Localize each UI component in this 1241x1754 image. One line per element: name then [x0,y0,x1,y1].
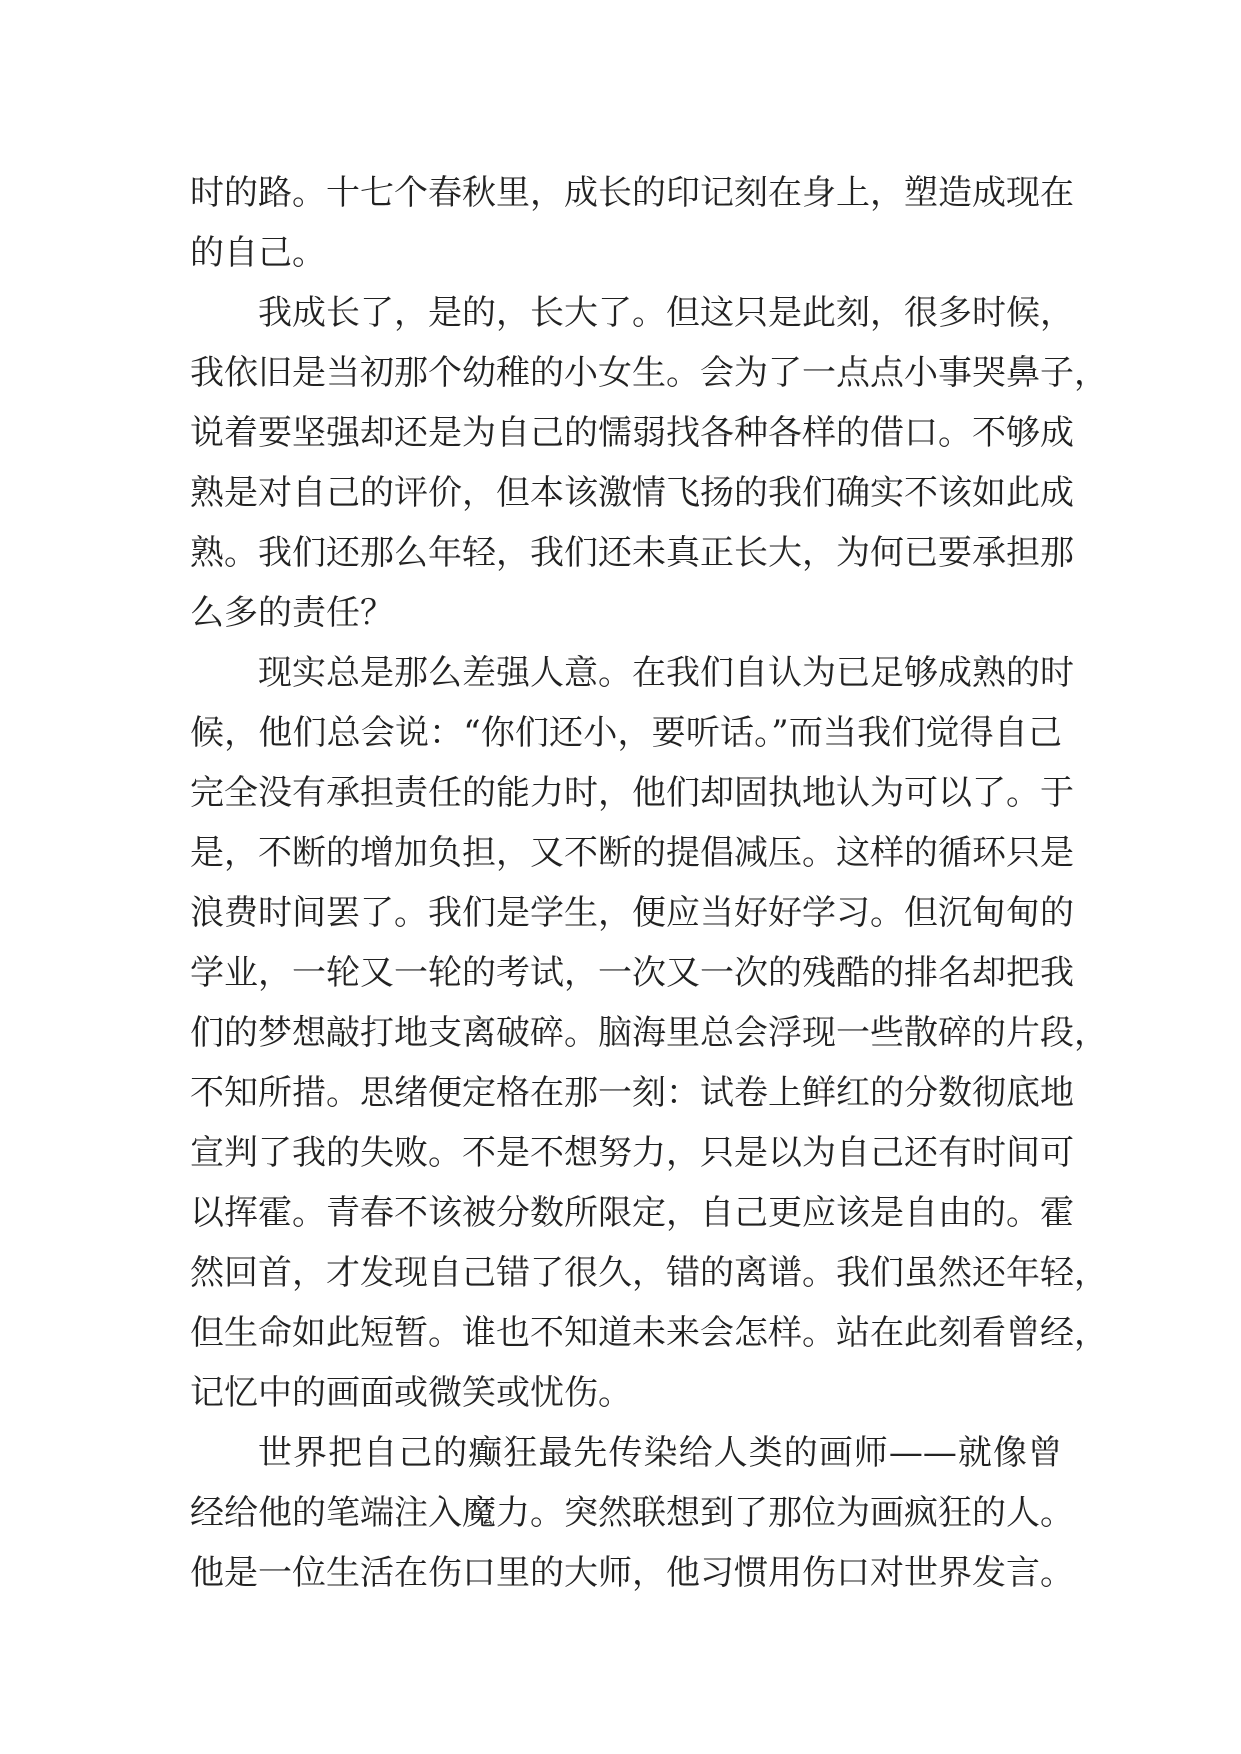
text-line: 熟。我们还那么年轻，我们还未真正长大，为何已要承担那 [190,533,1074,573]
text-line: 的自己。 [190,233,326,273]
text-line: 不知所措。思绪便定格在那一刻：试卷上鲜红的分数彻底地 [190,1073,1074,1113]
paragraph-first-line: 我成长了，是的，长大了。但这只是此刻，很多时候， [258,293,1074,333]
text-line: 说着要坚强却还是为自己的懦弱找各种各样的借口。不够成 [190,413,1074,453]
text-line: 然回首，才发现自己错了很久，错的离谱。我们虽然还年轻， [190,1253,1108,1293]
text-line: 经给他的笔端注入魔力。突然联想到了那位为画疯狂的人。 [190,1493,1074,1533]
text-line: 时的路。十七个春秋里，成长的印记刻在身上，塑造成现在 [190,173,1074,213]
text-line: 宣判了我的失败。不是不想努力，只是以为自己还有时间可 [190,1133,1074,1173]
text-line: 学业，一轮又一轮的考试，一次又一次的残酷的排名却把我 [190,953,1074,993]
text-line: 我依旧是当初那个幼稚的小女生。会为了一点点小事哭鼻子， [190,353,1108,393]
text-line: 但生命如此短暂。谁也不知道未来会怎样。站在此刻看曾经， [190,1313,1108,1353]
body-text [190,163,1108,1603]
text-line: 们的梦想敲打地支离破碎。脑海里总会浮现一些散碎的片段， [190,1013,1108,1053]
text-line: 以挥霍。青春不该被分数所限定，自己更应该是自由的。霍 [190,1193,1074,1233]
text-line: 熟是对自己的评价，但本该激情飞扬的我们确实不该如此成 [190,473,1074,513]
text-line: 记忆中的画面或微笑或忧伤。 [190,1373,632,1413]
text-line: 是，不断的增加负担，又不断的提倡减压。这样的循环只是 [190,833,1074,873]
paragraph-first-line: 现实总是那么差强人意。在我们自认为已足够成熟的时 [258,653,1074,693]
text-line: 候，他们总会说：“你们还小，要听话。”而当我们觉得自己 [190,713,1062,753]
text-line: 么多的责任？ [190,593,394,633]
text-line: 完全没有承担责任的能力时，他们却固执地认为可以了。于 [190,773,1074,813]
text-line: 他是一位生活在伤口里的大师，他习惯用伤口对世界发言。 [190,1553,1074,1593]
text-line: 浪费时间罢了。我们是学生，便应当好好学习。但沉甸甸的 [190,893,1074,933]
paragraph-first-line: 世界把自己的癫狂最先传染给人类的画师——就像曾 [258,1433,1062,1473]
